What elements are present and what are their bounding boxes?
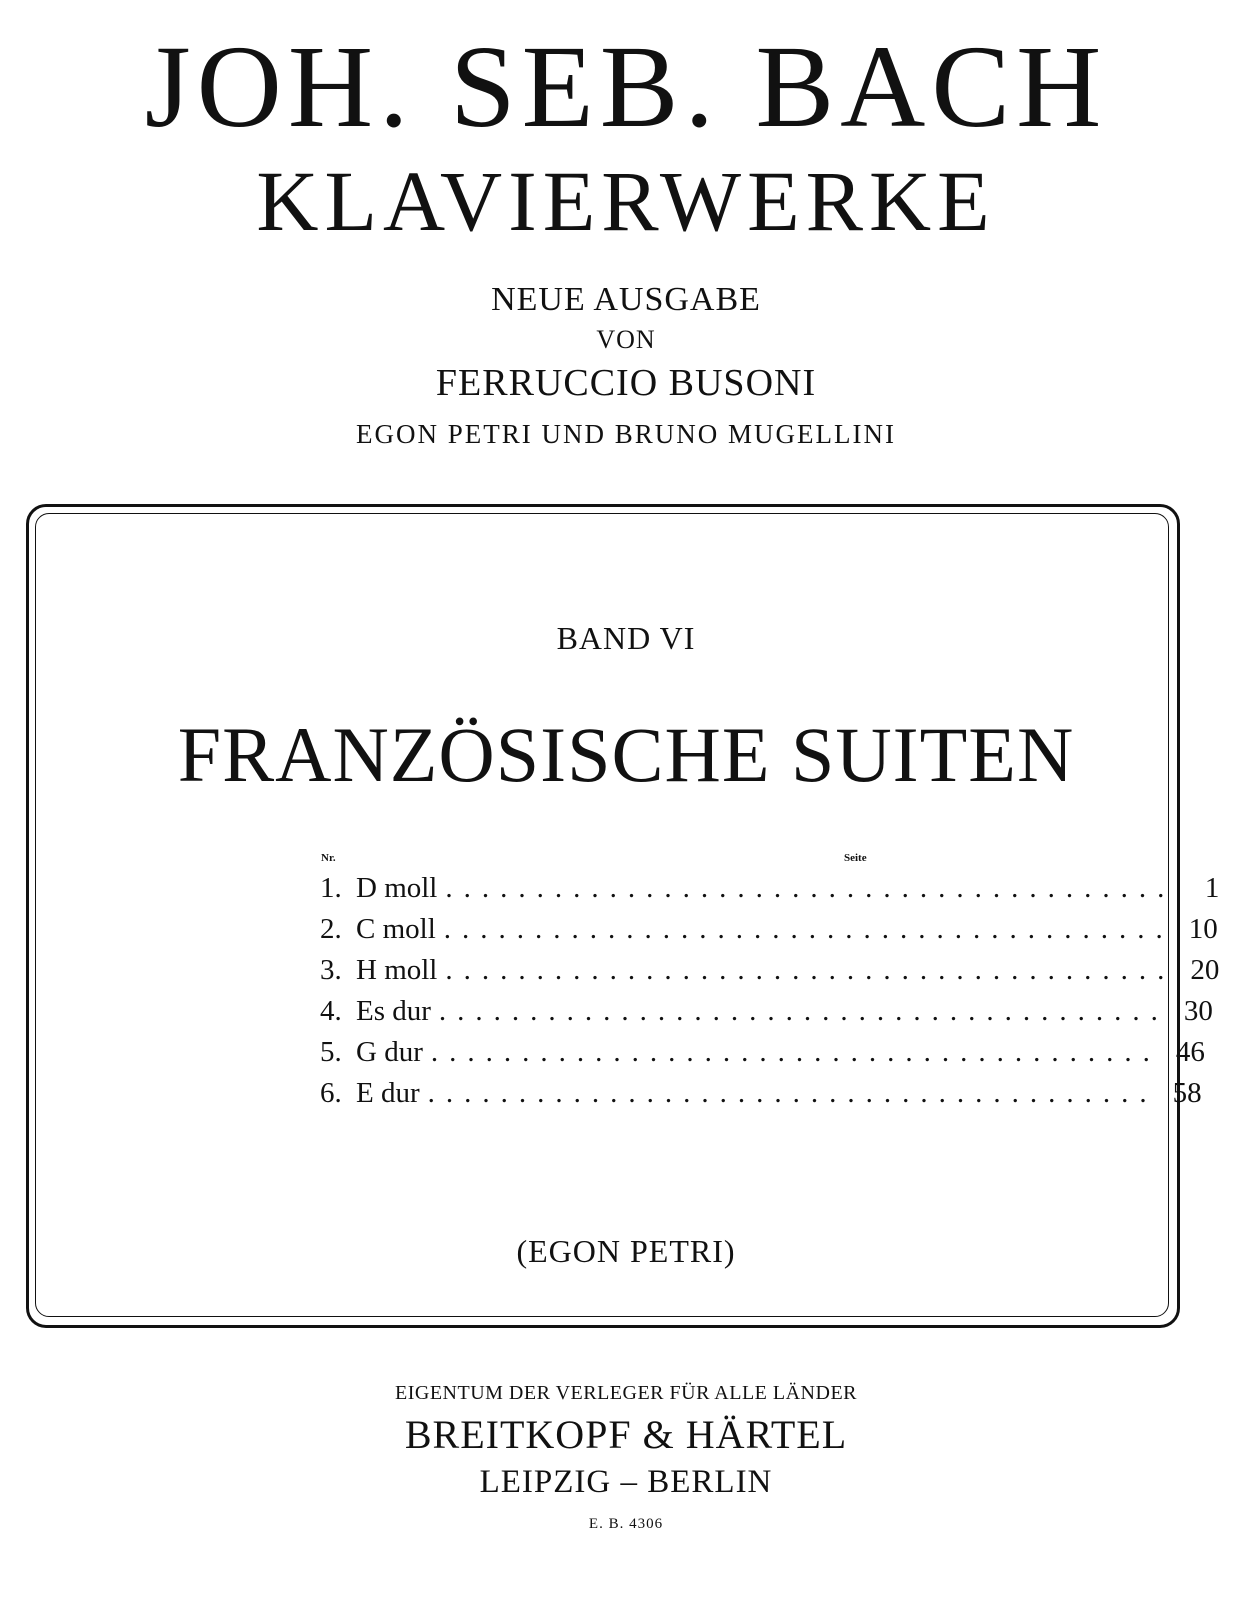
toc-entry-key: G dur <box>356 1036 423 1068</box>
edition-line: NEUE AUSGABE <box>491 281 761 318</box>
toc-number-header: Nr. <box>321 852 336 864</box>
toc-leader-dots: ........................................ <box>445 872 1176 904</box>
toc-leader-dots: ........................................ <box>443 913 1174 945</box>
toc-entry-page: 58 <box>1172 1077 1202 1109</box>
main-editor: FERRUCCIO BUSONI <box>435 362 817 404</box>
toc-entry-page: 20 <box>1190 954 1220 986</box>
toc-leader-dots: ........................................ <box>427 1077 1158 1109</box>
toc-entry <box>320 991 1213 1032</box>
toc-page-header: Seite <box>844 852 867 864</box>
collection-title: KLAVIERWERKE <box>256 153 996 249</box>
toc-entry-number: 2. <box>320 913 342 945</box>
publisher-name: BREITKOPF & HÄRTEL <box>404 1412 848 1457</box>
toc-entry-key: E dur <box>356 1077 420 1109</box>
toc-entry-page: 30 <box>1183 995 1213 1027</box>
von-line: VON <box>596 325 656 354</box>
toc-entry <box>320 950 1220 991</box>
toc-entry-key: D moll <box>356 872 438 904</box>
toc-leader-dots: ........................................ <box>438 995 1169 1027</box>
toc-entry-key: H moll <box>356 954 438 986</box>
toc-entry-key: Es dur <box>356 995 431 1027</box>
toc-leader-dots: ........................................ <box>445 954 1176 986</box>
table-of-contents <box>320 868 1220 1114</box>
rights-notice: EIGENTUM DER VERLEGER FÜR ALLE LÄNDER <box>395 1382 857 1404</box>
toc-entry-number: 6. <box>320 1077 342 1109</box>
toc-entry <box>320 1073 1202 1114</box>
toc-entry-key: C moll <box>356 913 436 945</box>
toc-entry-page: 46 <box>1175 1036 1205 1068</box>
toc-entry <box>320 1032 1205 1073</box>
co-editors: EGON PETRI UND BRUNO MUGELLINI <box>356 419 896 449</box>
volume-editor: (EGON PETRI) <box>516 1233 736 1269</box>
volume-label: BAND VI <box>556 620 696 656</box>
composer-name: JOH. SEB. BACH <box>144 21 1108 152</box>
toc-leader-dots: ........................................ <box>430 1036 1161 1068</box>
toc-entry-page: 10 <box>1188 913 1218 945</box>
toc-entry <box>320 909 1218 950</box>
plate-number: E. B. 4306 <box>588 1516 664 1532</box>
toc-entry-number: 5. <box>320 1036 342 1068</box>
toc-entry-number: 4. <box>320 995 342 1027</box>
toc-entry <box>320 868 1220 909</box>
toc-entry-number: 1. <box>320 872 342 904</box>
toc-entry-page: 1 <box>1204 872 1220 904</box>
toc-entry-number: 3. <box>320 954 342 986</box>
publisher-cities: LEIPZIG – BERLIN <box>479 1464 773 1500</box>
work-title: FRANZÖSISCHE SUITEN <box>177 711 1075 798</box>
